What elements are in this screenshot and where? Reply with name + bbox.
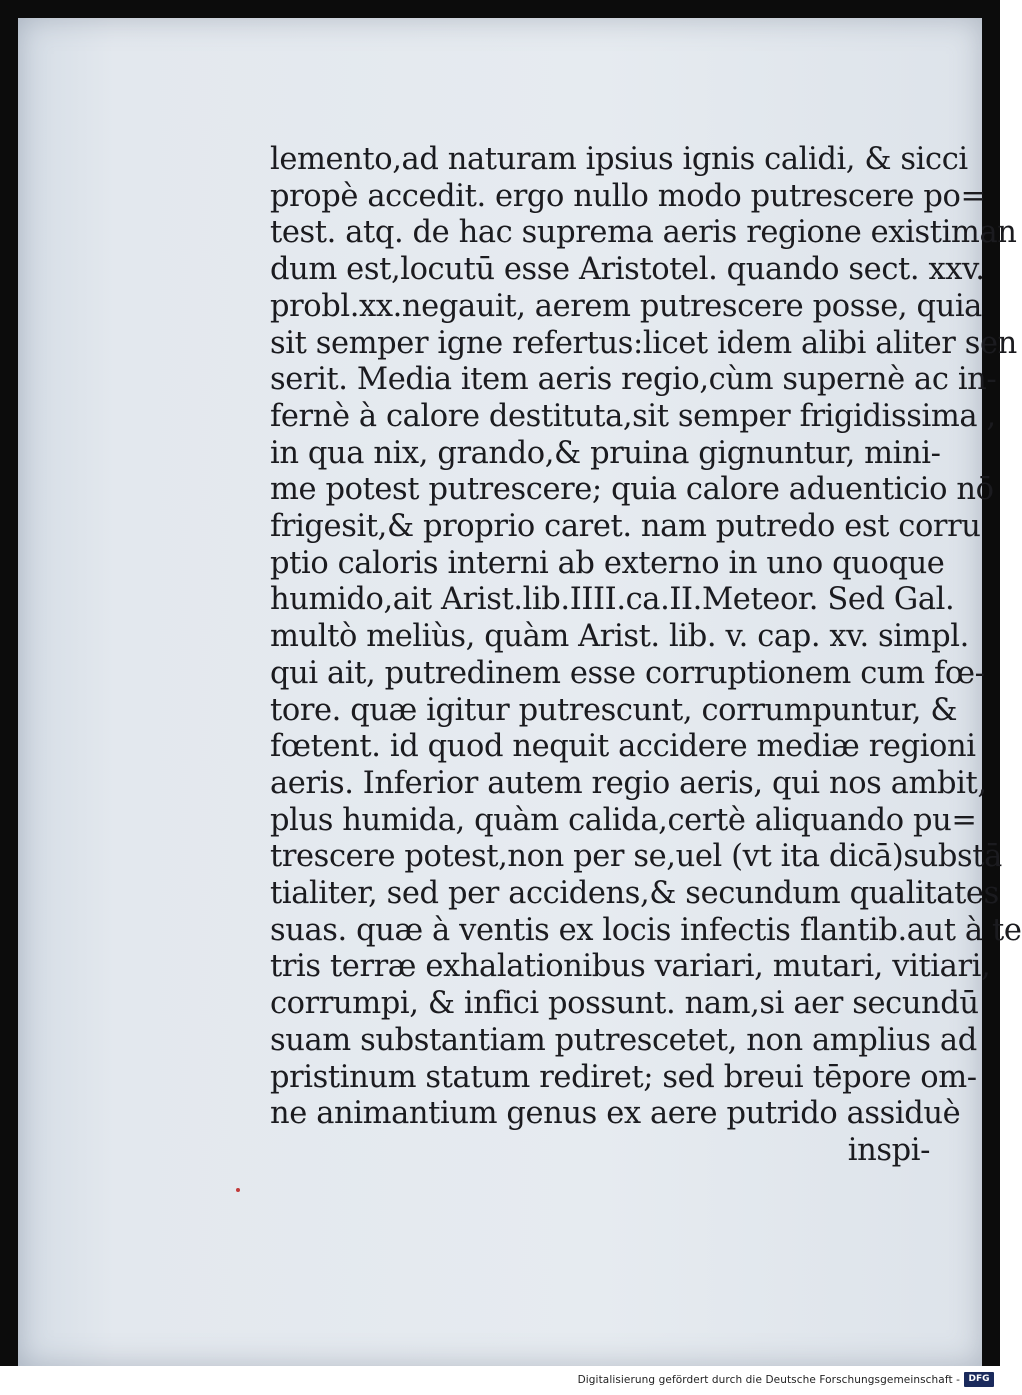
text-line: ptio caloris interni ab externo in uno quoque <box>270 545 945 581</box>
text-line: corrumpi, & infici possunt. nam,si aer secundū <box>270 986 979 1022</box>
text-line: ne animantium genus ex aere putrido assiduè <box>270 1096 961 1132</box>
red-ink-mark <box>236 1188 240 1192</box>
text-line: aeris. Inferior autem regio aeris, qui nos ambit, <box>270 765 987 801</box>
text-line: probl.xx.negauit, aerem putrescere posse, quia <box>270 288 982 324</box>
catchword: inspi- <box>847 1132 930 1168</box>
dfg-logo: DFG <box>964 1372 994 1387</box>
text-line: me potest putrescere; quia calore aduenticio nō <box>270 472 994 508</box>
text-line: propè accedit. ergo nullo modo putrescere po= <box>270 178 986 214</box>
text-line: qui ait, putredinem esse corruptionem cum fœ- <box>270 655 985 691</box>
text-line: trescere potest,non per se,uel (vt ita dicā)substā <box>270 839 1002 875</box>
text-line: humido,ait Arist.lib.IIII.ca.II.Meteor. Sed Gal. <box>270 582 955 618</box>
text-line: tris terræ exhalationibus variari, mutari, vitiari, <box>270 949 991 985</box>
text-line: suam substantiam putrescetet, non amplius ad <box>270 1022 977 1058</box>
text-line: plus humida, quàm calida,certè aliquando pu= <box>270 802 977 838</box>
text-line: test. atq. de hac suprema aeris regione existiman <box>270 215 1017 251</box>
digitization-credit: Digitalisierung gefördert durch die Deutsche Forschungsgemeinschaft - <box>577 1374 960 1386</box>
text-line: tore. quæ igitur putrescunt, corrumpuntur, & <box>270 692 958 728</box>
text-line: fœtent. id quod nequit accidere mediæ regioni <box>270 729 976 765</box>
text-line: frigesit,& proprio caret. nam putredo est corru <box>270 509 981 545</box>
text-line: pristinum statum rediret; sed breui tēpore om- <box>270 1059 977 1095</box>
text-line: fernè à calore destituta,sit semper frigidissima , <box>270 398 996 434</box>
book-page <box>18 18 1022 1366</box>
text-line: dum est,locutū esse Aristotel. quando sect. xxv. <box>270 252 985 288</box>
text-line: sit semper igne refertus:licet idem alibi aliter sen <box>270 325 1017 361</box>
text-block <box>270 142 1022 1170</box>
text-line: serit. Media item aeris regio,cùm supernè ac in- <box>270 362 997 398</box>
footer-bar <box>0 1366 1000 1395</box>
text-line: suas. quæ à ventis ex locis infectis flantib.aut à te <box>270 912 1022 948</box>
text-line: multò meliùs, quàm Arist. lib. v. cap. xv. simpl. <box>270 619 969 655</box>
text-line: tialiter, sed per accidens,& secundum qualitates <box>270 876 999 912</box>
text-line: in qua nix, grando,& pruina gignuntur, mini- <box>270 435 941 471</box>
text-line: lemento,ad naturam ipsius ignis calidi, & sicci <box>270 142 968 177</box>
